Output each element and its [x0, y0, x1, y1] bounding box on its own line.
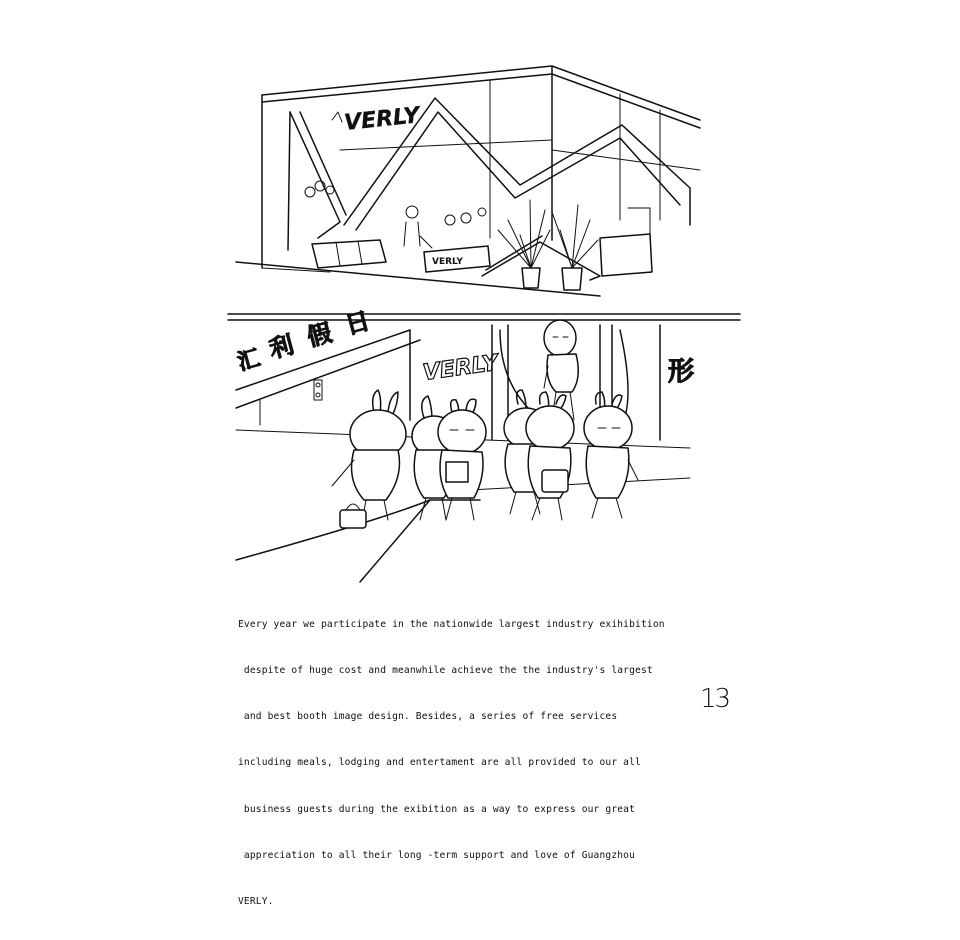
caption-line: and best booth image design. Besides, a series of free services: [238, 711, 618, 723]
booth-logo: VERLY: [343, 103, 421, 136]
store-logo: VERLY: [421, 350, 500, 386]
caption-line: business guests during the exibition as a way to express our great: [238, 803, 636, 815]
caption-line: appreciation to all their long -term support and love of Guangzhou: [238, 849, 636, 861]
caption-line: despite of huge cost and meanwhile achieve the the industry's largest: [238, 665, 653, 677]
page-number: 13: [700, 684, 730, 714]
banner-char-1: 汇: [235, 345, 263, 376]
caption-line: VERLY.: [238, 896, 274, 908]
caption-line: Every year we participate in the nationwide largest industry exihibition: [238, 618, 665, 630]
store-right-sign: 形: [668, 357, 695, 387]
banner-char-2: 利: [266, 330, 297, 364]
caption-text: [238, 586, 738, 940]
banner-char-4: 日: [342, 306, 373, 340]
counter-logo: VERLY: [432, 257, 463, 267]
caption-line: including meals, lodging and entertament are all provided to our all: [238, 757, 641, 769]
banner-char-3: 假: [304, 318, 335, 352]
